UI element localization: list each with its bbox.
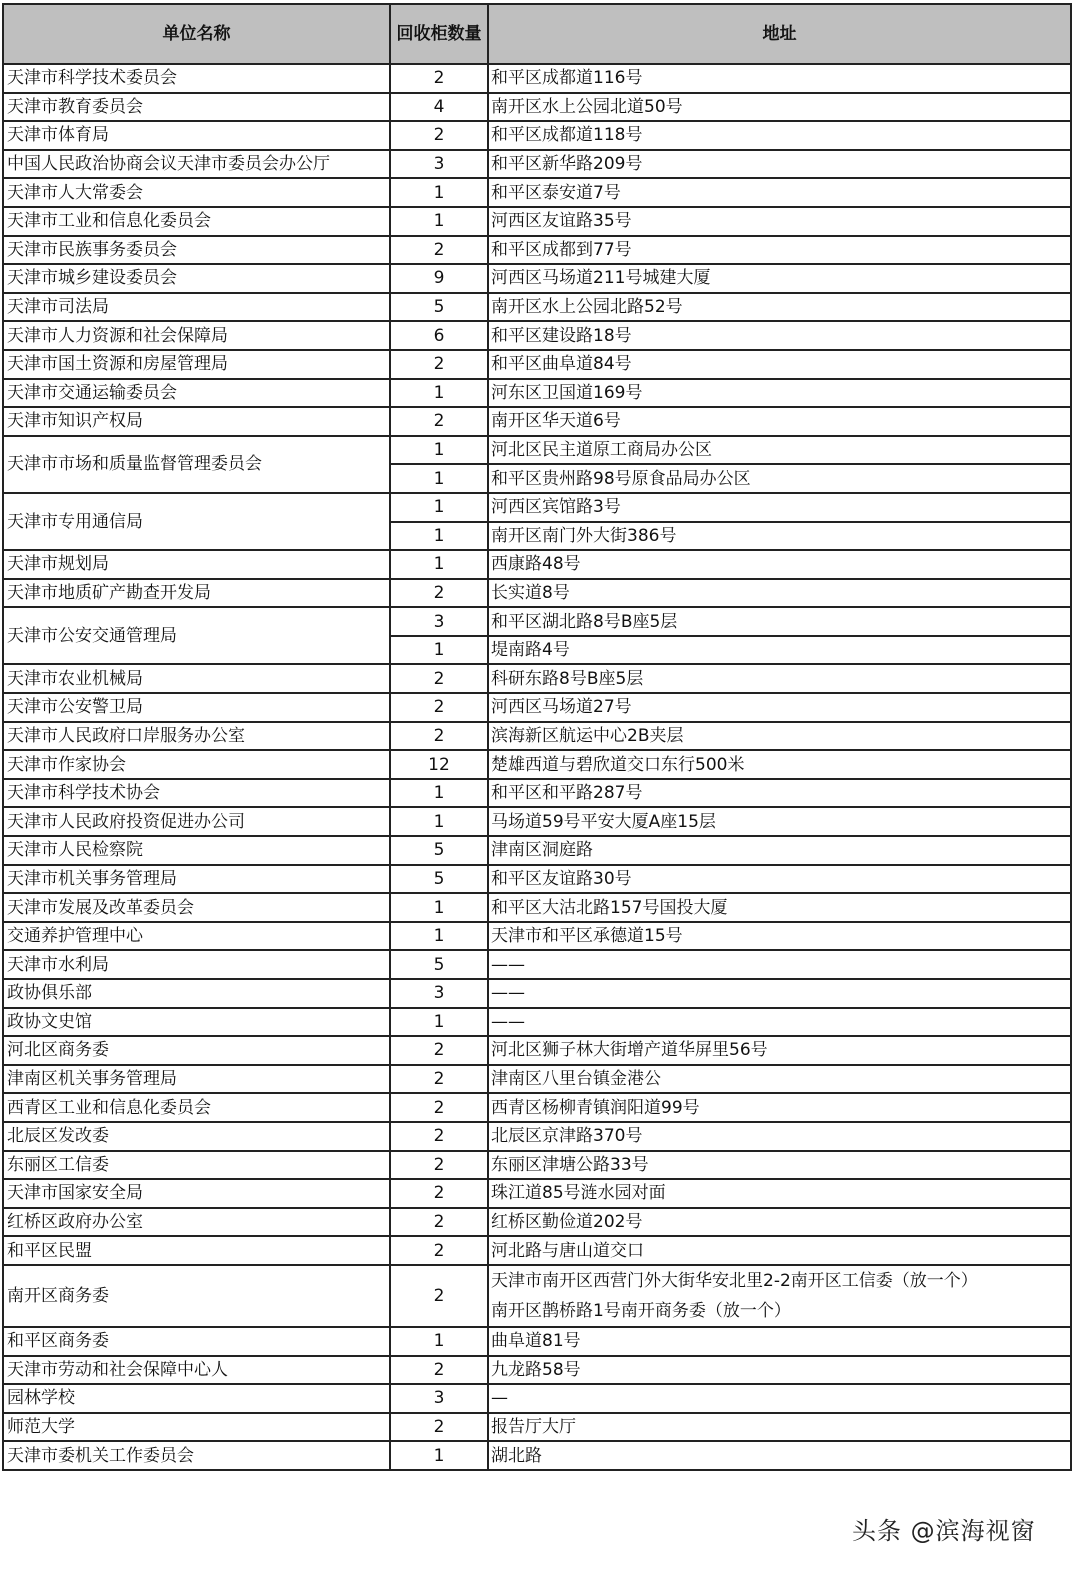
address-cell: 和平区湖北路8号B座5层 bbox=[488, 607, 1071, 636]
address-cell: 和平区大沽北路157号国投大厦 bbox=[488, 893, 1071, 922]
table-row bbox=[3, 150, 1071, 179]
bin-count-cell: 1 bbox=[390, 1327, 488, 1356]
table-row bbox=[3, 807, 1071, 836]
bin-count-cell: 4 bbox=[390, 93, 488, 122]
bin-count-cell: 2 bbox=[390, 121, 488, 150]
address-cell: 津南区八里台镇金港公 bbox=[488, 1065, 1071, 1094]
table-row bbox=[3, 64, 1071, 93]
bin-count-cell: 12 bbox=[390, 750, 488, 779]
header-bin-count: 回收柜数量 bbox=[390, 4, 488, 64]
table-row bbox=[3, 550, 1071, 579]
address-cell: 和平区友谊路30号 bbox=[488, 865, 1071, 894]
address-cell: 报告厅大厅 bbox=[488, 1413, 1071, 1442]
unit-name-cell: 天津市民族事务委员会 bbox=[3, 236, 390, 265]
table-row bbox=[3, 779, 1071, 808]
address-cell: 南开区南门外大街386号 bbox=[488, 522, 1071, 551]
bin-count-cell: 1 bbox=[390, 379, 488, 408]
address-cell: 河北路与唐山道交口 bbox=[488, 1236, 1071, 1265]
unit-name-cell: 天津市司法局 bbox=[3, 293, 390, 322]
table-row bbox=[3, 664, 1071, 693]
bin-count-cell: 1 bbox=[390, 464, 488, 493]
bin-count-cell: 3 bbox=[390, 979, 488, 1008]
bin-count-cell: 3 bbox=[390, 150, 488, 179]
bin-count-cell: 2 bbox=[390, 722, 488, 751]
unit-name-cell: 天津市规划局 bbox=[3, 550, 390, 579]
bin-count-cell: 2 bbox=[390, 1065, 488, 1094]
unit-name-cell: 天津市专用通信局 bbox=[3, 493, 390, 550]
address-cell: 南开区水上公园北路52号 bbox=[488, 293, 1071, 322]
address-cell: 津南区洞庭路 bbox=[488, 836, 1071, 865]
bin-count-cell: 2 bbox=[390, 1036, 488, 1065]
unit-name-cell: 师范大学 bbox=[3, 1413, 390, 1442]
bin-count-cell: 1 bbox=[390, 1441, 488, 1470]
table-row bbox=[3, 350, 1071, 379]
unit-name-cell: 天津市公安警卫局 bbox=[3, 693, 390, 722]
address-cell: 和平区和平路287号 bbox=[488, 779, 1071, 808]
address-line: 南开区鹊桥路1号南开商务委（放一个） bbox=[491, 1300, 791, 1321]
bin-count-cell: 2 bbox=[390, 1265, 488, 1327]
address-cell: 楚雄西道与碧欣道交口东行500米 bbox=[488, 750, 1071, 779]
header-address: 地址 bbox=[488, 4, 1071, 64]
header-unit-name: 单位名称 bbox=[3, 4, 390, 64]
unit-name-cell: 红桥区政府办公室 bbox=[3, 1208, 390, 1237]
bin-count-cell: 1 bbox=[390, 807, 488, 836]
address-cell: 珠江道85号涟水园对面 bbox=[488, 1179, 1071, 1208]
table-row bbox=[3, 979, 1071, 1008]
unit-name-cell: 天津市人力资源和社会保障局 bbox=[3, 321, 390, 350]
table-row bbox=[3, 178, 1071, 207]
table-row bbox=[3, 1327, 1071, 1356]
table-row bbox=[3, 1065, 1071, 1094]
bin-count-cell: 1 bbox=[390, 493, 488, 522]
recycling-bin-table bbox=[2, 3, 1072, 1471]
table-row bbox=[3, 865, 1071, 894]
bin-count-cell: 1 bbox=[390, 1008, 488, 1037]
address-cell: 和平区新华路209号 bbox=[488, 150, 1071, 179]
address-cell: 北辰区京津路370号 bbox=[488, 1122, 1071, 1151]
bin-count-cell: 5 bbox=[390, 293, 488, 322]
table-row bbox=[3, 1356, 1071, 1385]
table-row bbox=[3, 121, 1071, 150]
bin-count-cell: 3 bbox=[390, 1384, 488, 1413]
bin-count-cell: 1 bbox=[390, 522, 488, 551]
address-cell: 和平区曲阜道84号 bbox=[488, 350, 1071, 379]
unit-name-cell: 天津市机关事务管理局 bbox=[3, 865, 390, 894]
bin-count-cell: 2 bbox=[390, 579, 488, 608]
table-row bbox=[3, 293, 1071, 322]
table-row bbox=[3, 493, 1071, 522]
unit-name-cell: 河北区商务委 bbox=[3, 1036, 390, 1065]
unit-name-cell: 天津市科学技术协会 bbox=[3, 779, 390, 808]
unit-name-cell: 天津市作家协会 bbox=[3, 750, 390, 779]
bin-count-cell: 1 bbox=[390, 550, 488, 579]
unit-name-cell: 天津市人民检察院 bbox=[3, 836, 390, 865]
address-line: 天津市南开区西营门外大街华安北里2-2南开区工信委（放一个） bbox=[491, 1270, 978, 1291]
table-row bbox=[3, 1036, 1071, 1065]
table-body bbox=[3, 64, 1071, 1470]
address-cell: 马场道59号平安大厦A座15层 bbox=[488, 807, 1071, 836]
bin-count-cell: 2 bbox=[390, 407, 488, 436]
bin-count-cell: 9 bbox=[390, 264, 488, 293]
unit-name-cell: 天津市水利局 bbox=[3, 950, 390, 979]
address-cell: 和平区成都道116号 bbox=[488, 64, 1071, 93]
unit-name-cell: 天津市国土资源和房屋管理局 bbox=[3, 350, 390, 379]
table-row bbox=[3, 1151, 1071, 1180]
address-cell: 西青区杨柳青镇润阳道99号 bbox=[488, 1093, 1071, 1122]
bin-count-cell: 2 bbox=[390, 350, 488, 379]
address-cell: 湖北路 bbox=[488, 1441, 1071, 1470]
table-row bbox=[3, 1008, 1071, 1037]
bin-count-cell: 1 bbox=[390, 178, 488, 207]
table-row bbox=[3, 1236, 1071, 1265]
unit-name-cell: 政协俱乐部 bbox=[3, 979, 390, 1008]
table-row bbox=[3, 1122, 1071, 1151]
unit-name-cell: 天津市交通运输委员会 bbox=[3, 379, 390, 408]
address-cell: — bbox=[488, 1384, 1071, 1413]
table-row bbox=[3, 836, 1071, 865]
table-header-row bbox=[3, 4, 1071, 64]
unit-name-cell: 和平区商务委 bbox=[3, 1327, 390, 1356]
address-cell: 科研东路8号B座5层 bbox=[488, 664, 1071, 693]
bin-count-cell: 2 bbox=[390, 1208, 488, 1237]
address-cell: 河北区民主道原工商局办公区 bbox=[488, 436, 1071, 465]
unit-name-cell: 西青区工业和信息化委员会 bbox=[3, 1093, 390, 1122]
table-row bbox=[3, 1179, 1071, 1208]
watermark: 头条 @滨海视窗 bbox=[852, 1517, 1036, 1545]
unit-name-cell: 园林学校 bbox=[3, 1384, 390, 1413]
bin-count-cell: 1 bbox=[390, 207, 488, 236]
address-cell: 天津市和平区承德道15号 bbox=[488, 922, 1071, 951]
table-row bbox=[3, 1265, 1071, 1327]
table-row bbox=[3, 1413, 1071, 1442]
table-row bbox=[3, 93, 1071, 122]
bin-count-cell: 1 bbox=[390, 893, 488, 922]
unit-name-cell: 天津市市场和质量监督管理委员会 bbox=[3, 436, 390, 493]
bin-count-cell: 3 bbox=[390, 607, 488, 636]
bin-count-cell: 2 bbox=[390, 1356, 488, 1385]
bin-count-cell: 1 bbox=[390, 779, 488, 808]
table-row bbox=[3, 407, 1071, 436]
address-cell: 红桥区勤俭道202号 bbox=[488, 1208, 1071, 1237]
unit-name-cell: 天津市劳动和社会保障中心人 bbox=[3, 1356, 390, 1385]
bin-count-cell: 2 bbox=[390, 693, 488, 722]
table-row bbox=[3, 893, 1071, 922]
unit-name-cell: 天津市人民政府投资促进办公司 bbox=[3, 807, 390, 836]
unit-name-cell: 天津市科学技术委员会 bbox=[3, 64, 390, 93]
unit-name-cell: 天津市知识产权局 bbox=[3, 407, 390, 436]
unit-name-cell: 天津市国家安全局 bbox=[3, 1179, 390, 1208]
unit-name-cell: 天津市工业和信息化委员会 bbox=[3, 207, 390, 236]
address-cell: 长实道8号 bbox=[488, 579, 1071, 608]
unit-name-cell: 天津市发展及改革委员会 bbox=[3, 893, 390, 922]
address-cell: 九龙路58号 bbox=[488, 1356, 1071, 1385]
address-cell: 河西区马场道27号 bbox=[488, 693, 1071, 722]
unit-name-cell: 南开区商务委 bbox=[3, 1265, 390, 1327]
unit-name-cell: 天津市地质矿产勘查开发局 bbox=[3, 579, 390, 608]
address-cell: 河北区狮子林大街增产道华屏里56号 bbox=[488, 1036, 1071, 1065]
bin-count-cell: 5 bbox=[390, 950, 488, 979]
bin-count-cell: 2 bbox=[390, 664, 488, 693]
address-cell bbox=[488, 1265, 1071, 1327]
unit-name-cell: 政协文史馆 bbox=[3, 1008, 390, 1037]
table-row bbox=[3, 579, 1071, 608]
unit-name-cell: 津南区机关事务管理局 bbox=[3, 1065, 390, 1094]
bin-count-cell: 1 bbox=[390, 922, 488, 951]
address-cell: 河西区马场道211号城建大厦 bbox=[488, 264, 1071, 293]
table-row bbox=[3, 436, 1071, 465]
table-row bbox=[3, 750, 1071, 779]
address-cell: 滨海新区航运中心2B夹层 bbox=[488, 722, 1071, 751]
address-cell: 河东区卫国道169号 bbox=[488, 379, 1071, 408]
unit-name-cell: 和平区民盟 bbox=[3, 1236, 390, 1265]
address-cell: 河西区宾馆路3号 bbox=[488, 493, 1071, 522]
table-row bbox=[3, 264, 1071, 293]
address-cell: 和平区贵州路98号原食品局办公区 bbox=[488, 464, 1071, 493]
bin-count-cell: 5 bbox=[390, 836, 488, 865]
table-row bbox=[3, 922, 1071, 951]
address-cell: 和平区成都到77号 bbox=[488, 236, 1071, 265]
bin-count-cell: 2 bbox=[390, 236, 488, 265]
bin-count-cell: 1 bbox=[390, 436, 488, 465]
unit-name-cell: 东丽区工信委 bbox=[3, 1151, 390, 1180]
unit-name-cell: 中国人民政治协商会议天津市委员会办公厅 bbox=[3, 150, 390, 179]
address-cell: 和平区泰安道7号 bbox=[488, 178, 1071, 207]
unit-name-cell: 天津市城乡建设委员会 bbox=[3, 264, 390, 293]
table-row bbox=[3, 379, 1071, 408]
address-cell: 西康路48号 bbox=[488, 550, 1071, 579]
address-cell: 和平区建设路18号 bbox=[488, 321, 1071, 350]
address-cell: 河西区友谊路35号 bbox=[488, 207, 1071, 236]
unit-name-cell: 天津市人民政府口岸服务办公室 bbox=[3, 722, 390, 751]
table-row bbox=[3, 236, 1071, 265]
table-row bbox=[3, 207, 1071, 236]
unit-name-cell: 北辰区发改委 bbox=[3, 1122, 390, 1151]
table-row bbox=[3, 321, 1071, 350]
address-cell: 曲阜道81号 bbox=[488, 1327, 1071, 1356]
bin-count-cell: 2 bbox=[390, 1151, 488, 1180]
table-row bbox=[3, 693, 1071, 722]
unit-name-cell: 天津市农业机械局 bbox=[3, 664, 390, 693]
bin-count-cell: 2 bbox=[390, 1236, 488, 1265]
bin-count-cell: 2 bbox=[390, 1179, 488, 1208]
unit-name-cell: 天津市人大常委会 bbox=[3, 178, 390, 207]
table-row bbox=[3, 1384, 1071, 1413]
bin-count-cell: 2 bbox=[390, 1413, 488, 1442]
table-row bbox=[3, 1093, 1071, 1122]
bin-count-cell: 6 bbox=[390, 321, 488, 350]
table-row bbox=[3, 607, 1071, 636]
unit-name-cell: 天津市公安交通管理局 bbox=[3, 607, 390, 664]
table-row bbox=[3, 1208, 1071, 1237]
table-row bbox=[3, 722, 1071, 751]
address-cell: 堤南路4号 bbox=[488, 636, 1071, 665]
bin-count-cell: 2 bbox=[390, 1093, 488, 1122]
unit-name-cell: 天津市教育委员会 bbox=[3, 93, 390, 122]
address-cell: —— bbox=[488, 950, 1071, 979]
address-cell: 和平区成都道118号 bbox=[488, 121, 1071, 150]
table-row bbox=[3, 1441, 1071, 1470]
bin-count-cell: 2 bbox=[390, 64, 488, 93]
unit-name-cell: 天津市委机关工作委员会 bbox=[3, 1441, 390, 1470]
table-row bbox=[3, 950, 1071, 979]
bin-count-cell: 5 bbox=[390, 865, 488, 894]
address-cell: 南开区华天道6号 bbox=[488, 407, 1071, 436]
address-cell: —— bbox=[488, 979, 1071, 1008]
unit-name-cell: 交通养护管理中心 bbox=[3, 922, 390, 951]
bin-count-cell: 2 bbox=[390, 1122, 488, 1151]
unit-name-cell: 天津市体育局 bbox=[3, 121, 390, 150]
address-cell: 东丽区津塘公路33号 bbox=[488, 1151, 1071, 1180]
bin-count-cell: 1 bbox=[390, 636, 488, 665]
address-cell: 南开区水上公园北道50号 bbox=[488, 93, 1071, 122]
address-cell: —— bbox=[488, 1008, 1071, 1037]
